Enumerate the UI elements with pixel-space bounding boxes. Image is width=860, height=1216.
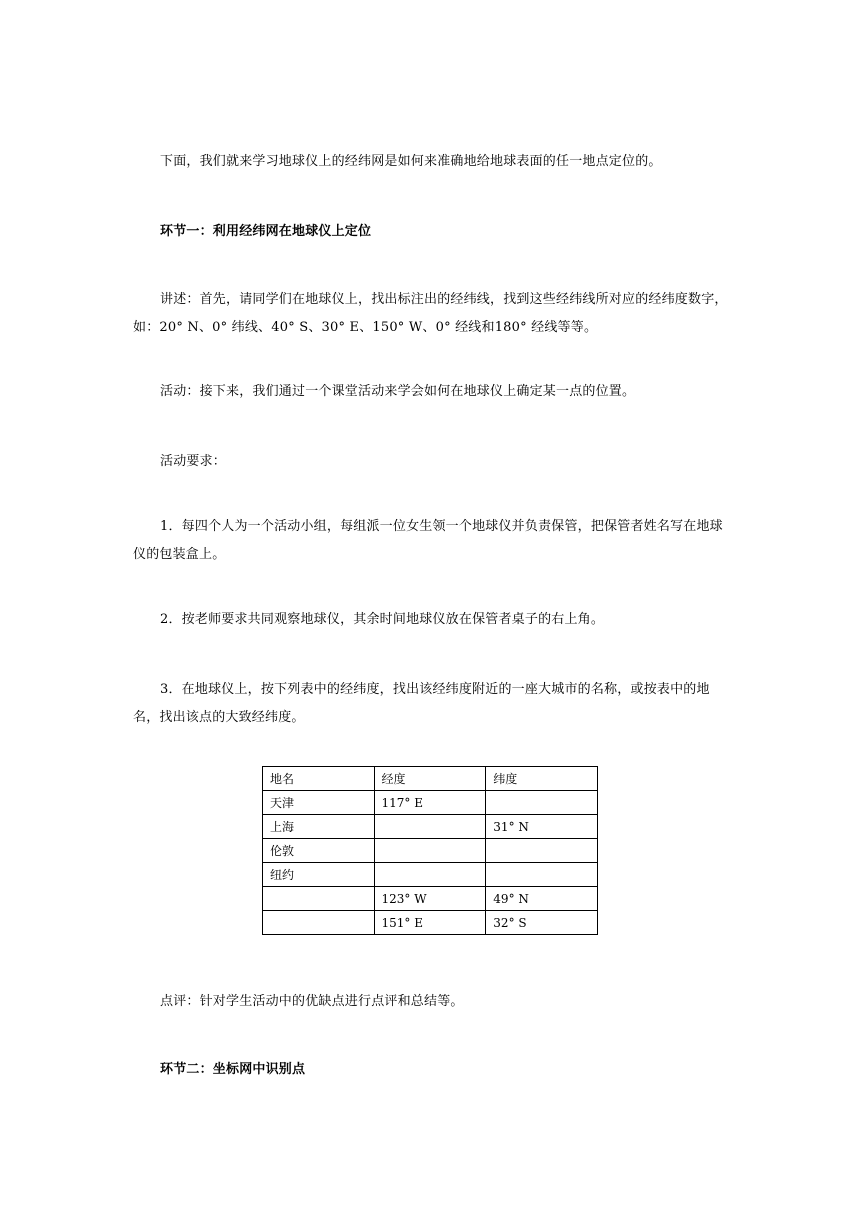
- table-cell: [374, 863, 486, 887]
- table-cell: 纽约: [263, 863, 375, 887]
- table-row: [263, 839, 598, 863]
- requirement-1: 1．每四个人为一个活动小组，每组派一位女生领一个地球仪并负责保管，把保管者姓名写在地球仪的包装盒上。: [133, 519, 723, 562]
- table-cell: 伦敦: [263, 839, 375, 863]
- table-row: [263, 887, 598, 911]
- table-cell: 117° E: [374, 791, 486, 815]
- table-cell: [486, 863, 598, 887]
- table-cell: [486, 791, 598, 815]
- intro-paragraph: 下面，我们就来学习地球仪上的经纬网是如何来准确地给地球表面的任一地点定位的。: [160, 154, 662, 169]
- activity-paragraph: 活动：接下来，我们通过一个课堂活动来学会如何在地球仪上确定某一点的位置。: [160, 384, 636, 399]
- header-cell-longitude: 经度: [374, 767, 486, 791]
- table-cell: [263, 911, 375, 935]
- section2-heading: 环节二：坐标网中识别点: [160, 1062, 306, 1077]
- table-cell: [374, 839, 486, 863]
- table-row: [263, 911, 598, 935]
- table-cell: [263, 887, 375, 911]
- table-cell: 49° N: [486, 887, 598, 911]
- table-cell: [486, 839, 598, 863]
- table-cell: 32° S: [486, 911, 598, 935]
- table-row: [263, 791, 598, 815]
- lecture-paragraph: 讲述：首先，请同学们在地球仪上，找出标注出的经纬线，找到这些经纬线所对应的经纬度数字，如：20° N、0° 纬线、40° S、30° E、150° W、0° 经线和180° 经线等等。: [133, 292, 728, 335]
- table-row: [263, 815, 598, 839]
- table-cell: 上海: [263, 815, 375, 839]
- header-cell-latitude: 纬度: [486, 767, 598, 791]
- requirement-3: 3．在地球仪上，按下列表中的经纬度，找出该经纬度附近的一座大城市的名称，或按表中的地名，找出该点的大致经纬度。: [133, 682, 710, 725]
- table-header-row: [263, 767, 598, 791]
- table-cell: 31° N: [486, 815, 598, 839]
- table-cell: 天津: [263, 791, 375, 815]
- review-paragraph: 点评：针对学生活动中的优缺点进行点评和总结等。: [160, 994, 464, 1009]
- table-cell: 151° E: [374, 911, 486, 935]
- requirements-label: 活动要求：: [160, 454, 227, 469]
- header-cell-place: 地名: [263, 767, 375, 791]
- section1-heading: 环节一：利用经纬网在地球仪上定位: [160, 224, 372, 239]
- table-cell: [374, 815, 486, 839]
- table-cell: 123° W: [374, 887, 486, 911]
- coordinates-table: [262, 766, 598, 935]
- table-row: [263, 863, 598, 887]
- requirement-2: 2．按老师要求共同观察地球仪，其余时间地球仪放在保管者桌子的右上角。: [160, 612, 605, 627]
